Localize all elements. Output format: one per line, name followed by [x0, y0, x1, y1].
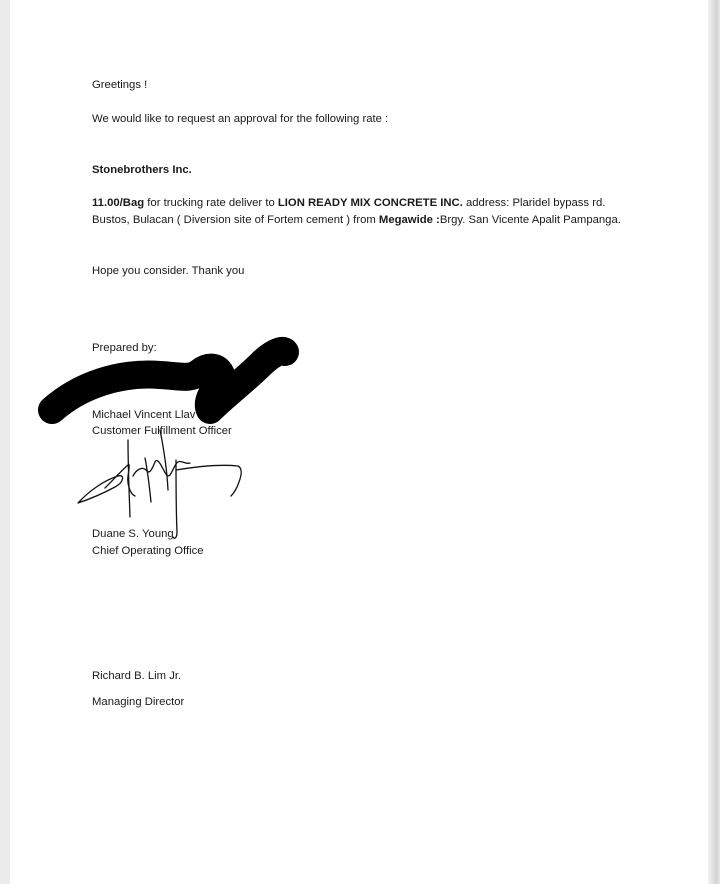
prepared-by-label: Prepared by: — [92, 342, 157, 354]
rate-text-2: address: Plaridel bypass rd. — [462, 197, 606, 209]
destination-name: LION READY MIX CONCRETE INC. — [277, 197, 463, 209]
rate-line-2-text: Bustos, Bulacan ( Diversion site of Fortem cement ) from — [92, 214, 379, 226]
rate-value: 11.00/Bag — [92, 197, 145, 209]
rate-line-1 — [92, 195, 605, 212]
signatory-3-title: Managing Director — [92, 696, 185, 708]
signatory-3-name: Richard B. Lim Jr. — [92, 670, 182, 682]
request-line: We would like to request an approval for the following rate : — [92, 113, 389, 125]
rate-line-2 — [92, 212, 621, 229]
page-edge-shadow — [708, 0, 720, 884]
signature-scribble — [10, 0, 708, 884]
letter-page — [10, 0, 708, 884]
signatory-1-title: Customer Fulfillment Officer — [92, 425, 232, 437]
signatory-2-name: Duane S. Young — [92, 528, 174, 540]
closing-line: Hope you consider. Thank you — [92, 265, 245, 277]
company-name: Stonebrothers Inc. — [92, 164, 192, 176]
signatory-1-name: Michael Vincent Llav — [92, 409, 196, 421]
rate-text-1: for trucking rate deliver to — [144, 197, 278, 209]
redaction-scribble — [10, 0, 708, 884]
signatory-2-title: Chief Operating Office — [92, 545, 204, 557]
origin-name: Megawide : — [378, 214, 440, 226]
greeting-line: Greetings ! — [92, 79, 148, 91]
rate-line-2-end: Brgy. San Vicente Apalit Pampanga. — [439, 214, 621, 226]
